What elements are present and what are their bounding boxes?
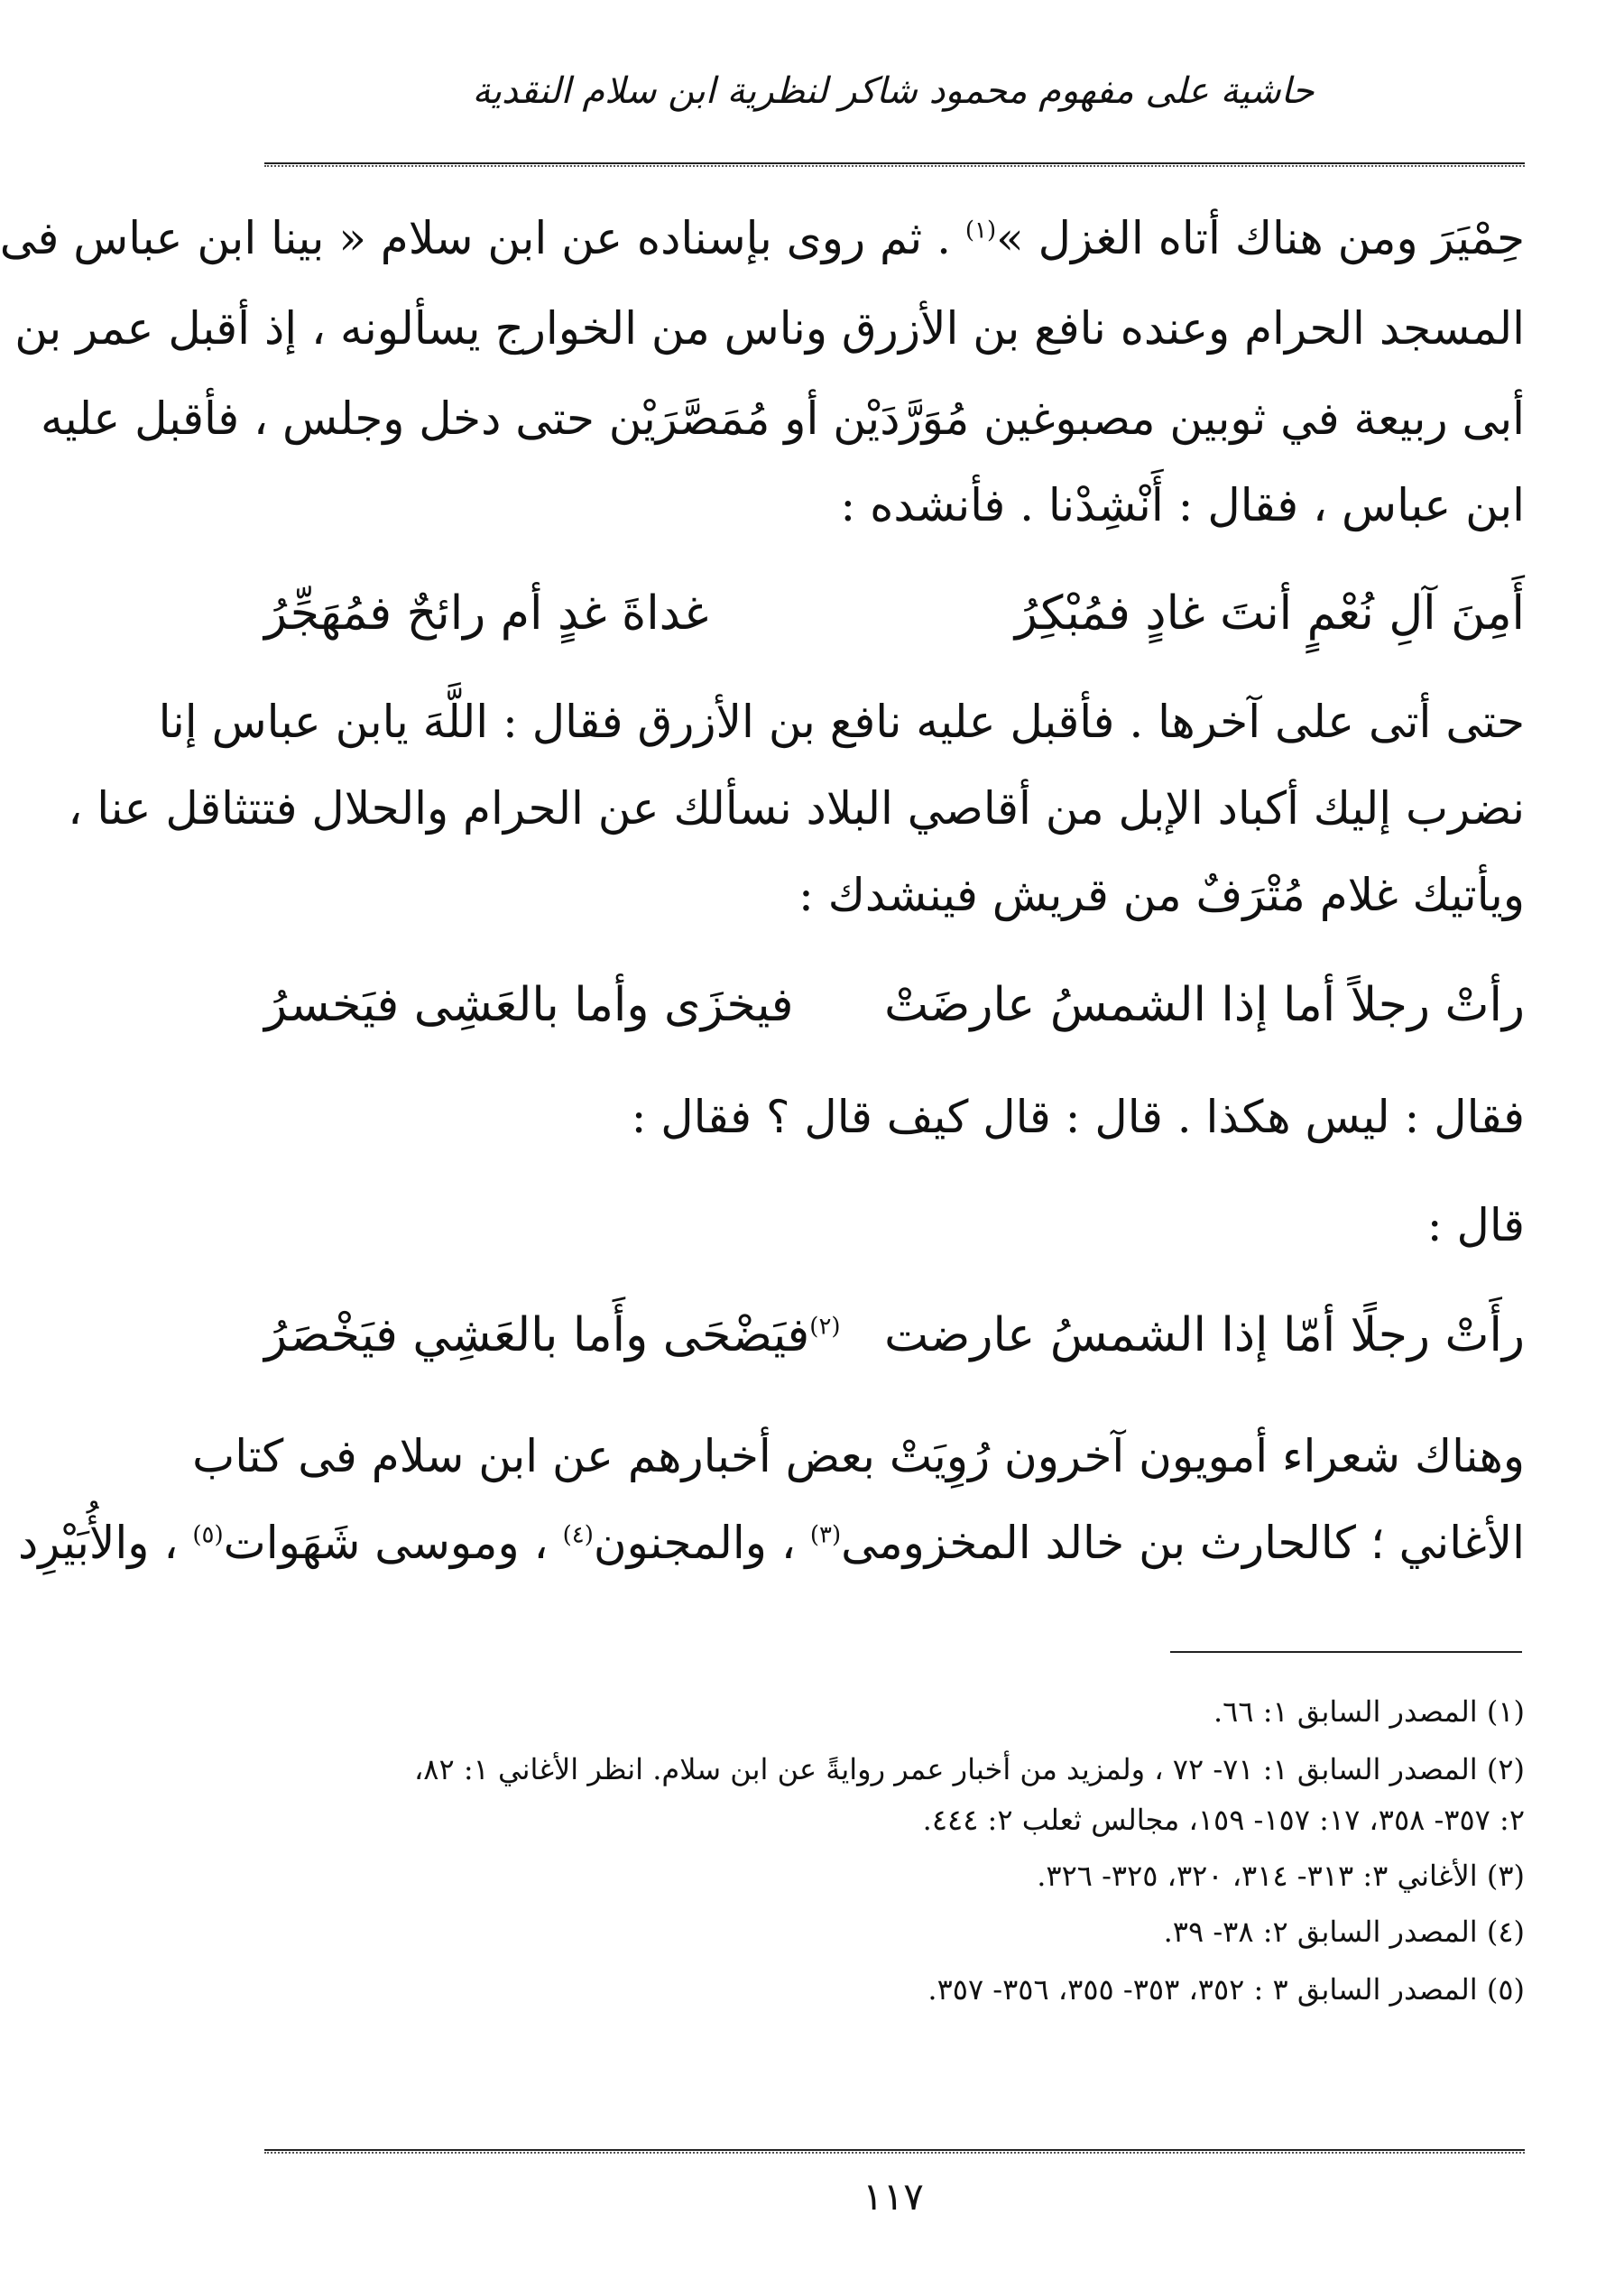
footnote-3: (٣) الأغاني ٣: ٣١٣- ٣١٤، ٣٢٠، ٣٢٥- ٣٢٦.: [1037, 1859, 1525, 1893]
footnote-2: (٢) المصدر السابق ١: ٧١- ٧٢ ، ولمزيد من أخبار عمر روايةً عن ابن سلام. انظر الأغاني ١: ٨٢،: [413, 1752, 1525, 1786]
text-segment: ، وموسى شَهَوات: [223, 1517, 549, 1569]
text-line-3: أبى ربيعة في ثوبين مصبوغين مُوَرَّدَيْن أو مُمَصَّرَيْن حتى دخل وجلس ، فأقبل عليه: [40, 392, 1525, 445]
footnote-ref-1: (١): [964, 217, 997, 245]
footnote-ref-3: (٣): [809, 1521, 842, 1549]
text-line-4: ابن عباس ، فقال : أَنْشِدْنا . فأنشده :: [840, 479, 1525, 531]
text-line-2: المسجد الحرام وعنده نافع بن الأزرق وناس من الخوارج يسألونه ، إذ أقبل عمر بن: [14, 302, 1525, 355]
text-segment: الأغاني ؛ كالحارث بن خالد المخزومى: [841, 1517, 1525, 1569]
text-line-5: حتى أتى على آخرها . فأقبل عليه نافع بن الأزرق فقال : اللَّهَ يابن عباس إنا: [158, 696, 1525, 748]
text-line-1: [0, 195, 1525, 281]
text-line-9: قال :: [1426, 1199, 1525, 1251]
text-line-6: نضرب إليك أكباد الإبل من أقاصي البلاد نسألك عن الحرام والحلال فتتثاقل عنا ،: [68, 782, 1525, 835]
verse-2-first-hemistich: رأتْ رجلاً أما إذا الشمسُ عارضَتْ: [884, 978, 1525, 1032]
verse-1-first-hemistich: أَمِنَ آلِ نُعْمٍ أنتَ غادٍ فمُبْكِرُ: [1014, 586, 1525, 641]
page-number: ١١٧: [863, 2174, 924, 2219]
text-segment: حِمْيَرَ ومن هناك أتاه الغزل »: [996, 212, 1525, 264]
verse-2: [264, 960, 1525, 1050]
text-line-10: وهناك شعراء أمويون آخرون رُوِيَتْ بعض أخبارهم عن ابن سلام فى كتاب: [192, 1430, 1525, 1482]
footnote-4: (٤) المصدر السابق ٢: ٣٨- ٣٩.: [1163, 1915, 1525, 1949]
footnote-separator: [1170, 1651, 1522, 1653]
verse-1-second-hemistich: غداةَ غدٍ أم رائحٌ فمُهَجِّرُ: [264, 586, 709, 641]
footnote-5: (٥) المصدر السابق ٣ : ٣٥٢، ٣٥٣- ٣٥٥، ٣٥٦- ٣٥٧.: [927, 1972, 1525, 2007]
footnote-ref-4: (٤): [562, 1521, 594, 1549]
verse-1: [264, 568, 1525, 659]
verse-2-second-hemistich: فيخزَى وأما بالعَشِى فيَخسرُ: [264, 978, 794, 1032]
running-title: حاشية على مفهوم محمود شاكر لنظرية ابن سلام النقدية: [472, 70, 1315, 112]
footnote-2-continuation: ٢: ٣٥٧- ٣٥٨، ١٧: ١٥٧- ١٥٩، مجالس ثعلب ٢: ٤٤٤.: [922, 1803, 1525, 1837]
footnote-1: (١) المصدر السابق ١: ٦٦.: [1213, 1694, 1525, 1729]
text-segment: ، والمجنون: [593, 1517, 796, 1569]
footnote-ref-5: (٥): [192, 1521, 224, 1549]
text-line-7: ويأتيك غلام مُتْرَفٌ من قريش فينشدك :: [798, 869, 1525, 921]
verse-3: [264, 1290, 1525, 1380]
text-line-11: [18, 1499, 1525, 1586]
text-segment: ، والأُبَيْرِد: [18, 1517, 179, 1569]
footnote-ref-2: (٢): [809, 1313, 841, 1341]
verse-3-second-text: فيَضْحَى وأَما بالعَشِي فيَخْصَرُ: [264, 1308, 810, 1362]
verse-3-second-hemistich: [264, 1290, 841, 1380]
verse-3-first-hemistich: رأَتْ رجلًا أمّا إذا الشمسُ عارضت: [884, 1308, 1525, 1362]
header-rule: [264, 162, 1525, 167]
footer-rule: [264, 2149, 1525, 2154]
text-segment: . ثم روى بإسناده عن ابن سلام « بينا ابن عباس فى: [0, 212, 951, 264]
text-line-8: فقال : ليس هكذا . قال : قال كيف قال ؟ فقال :: [631, 1091, 1525, 1143]
